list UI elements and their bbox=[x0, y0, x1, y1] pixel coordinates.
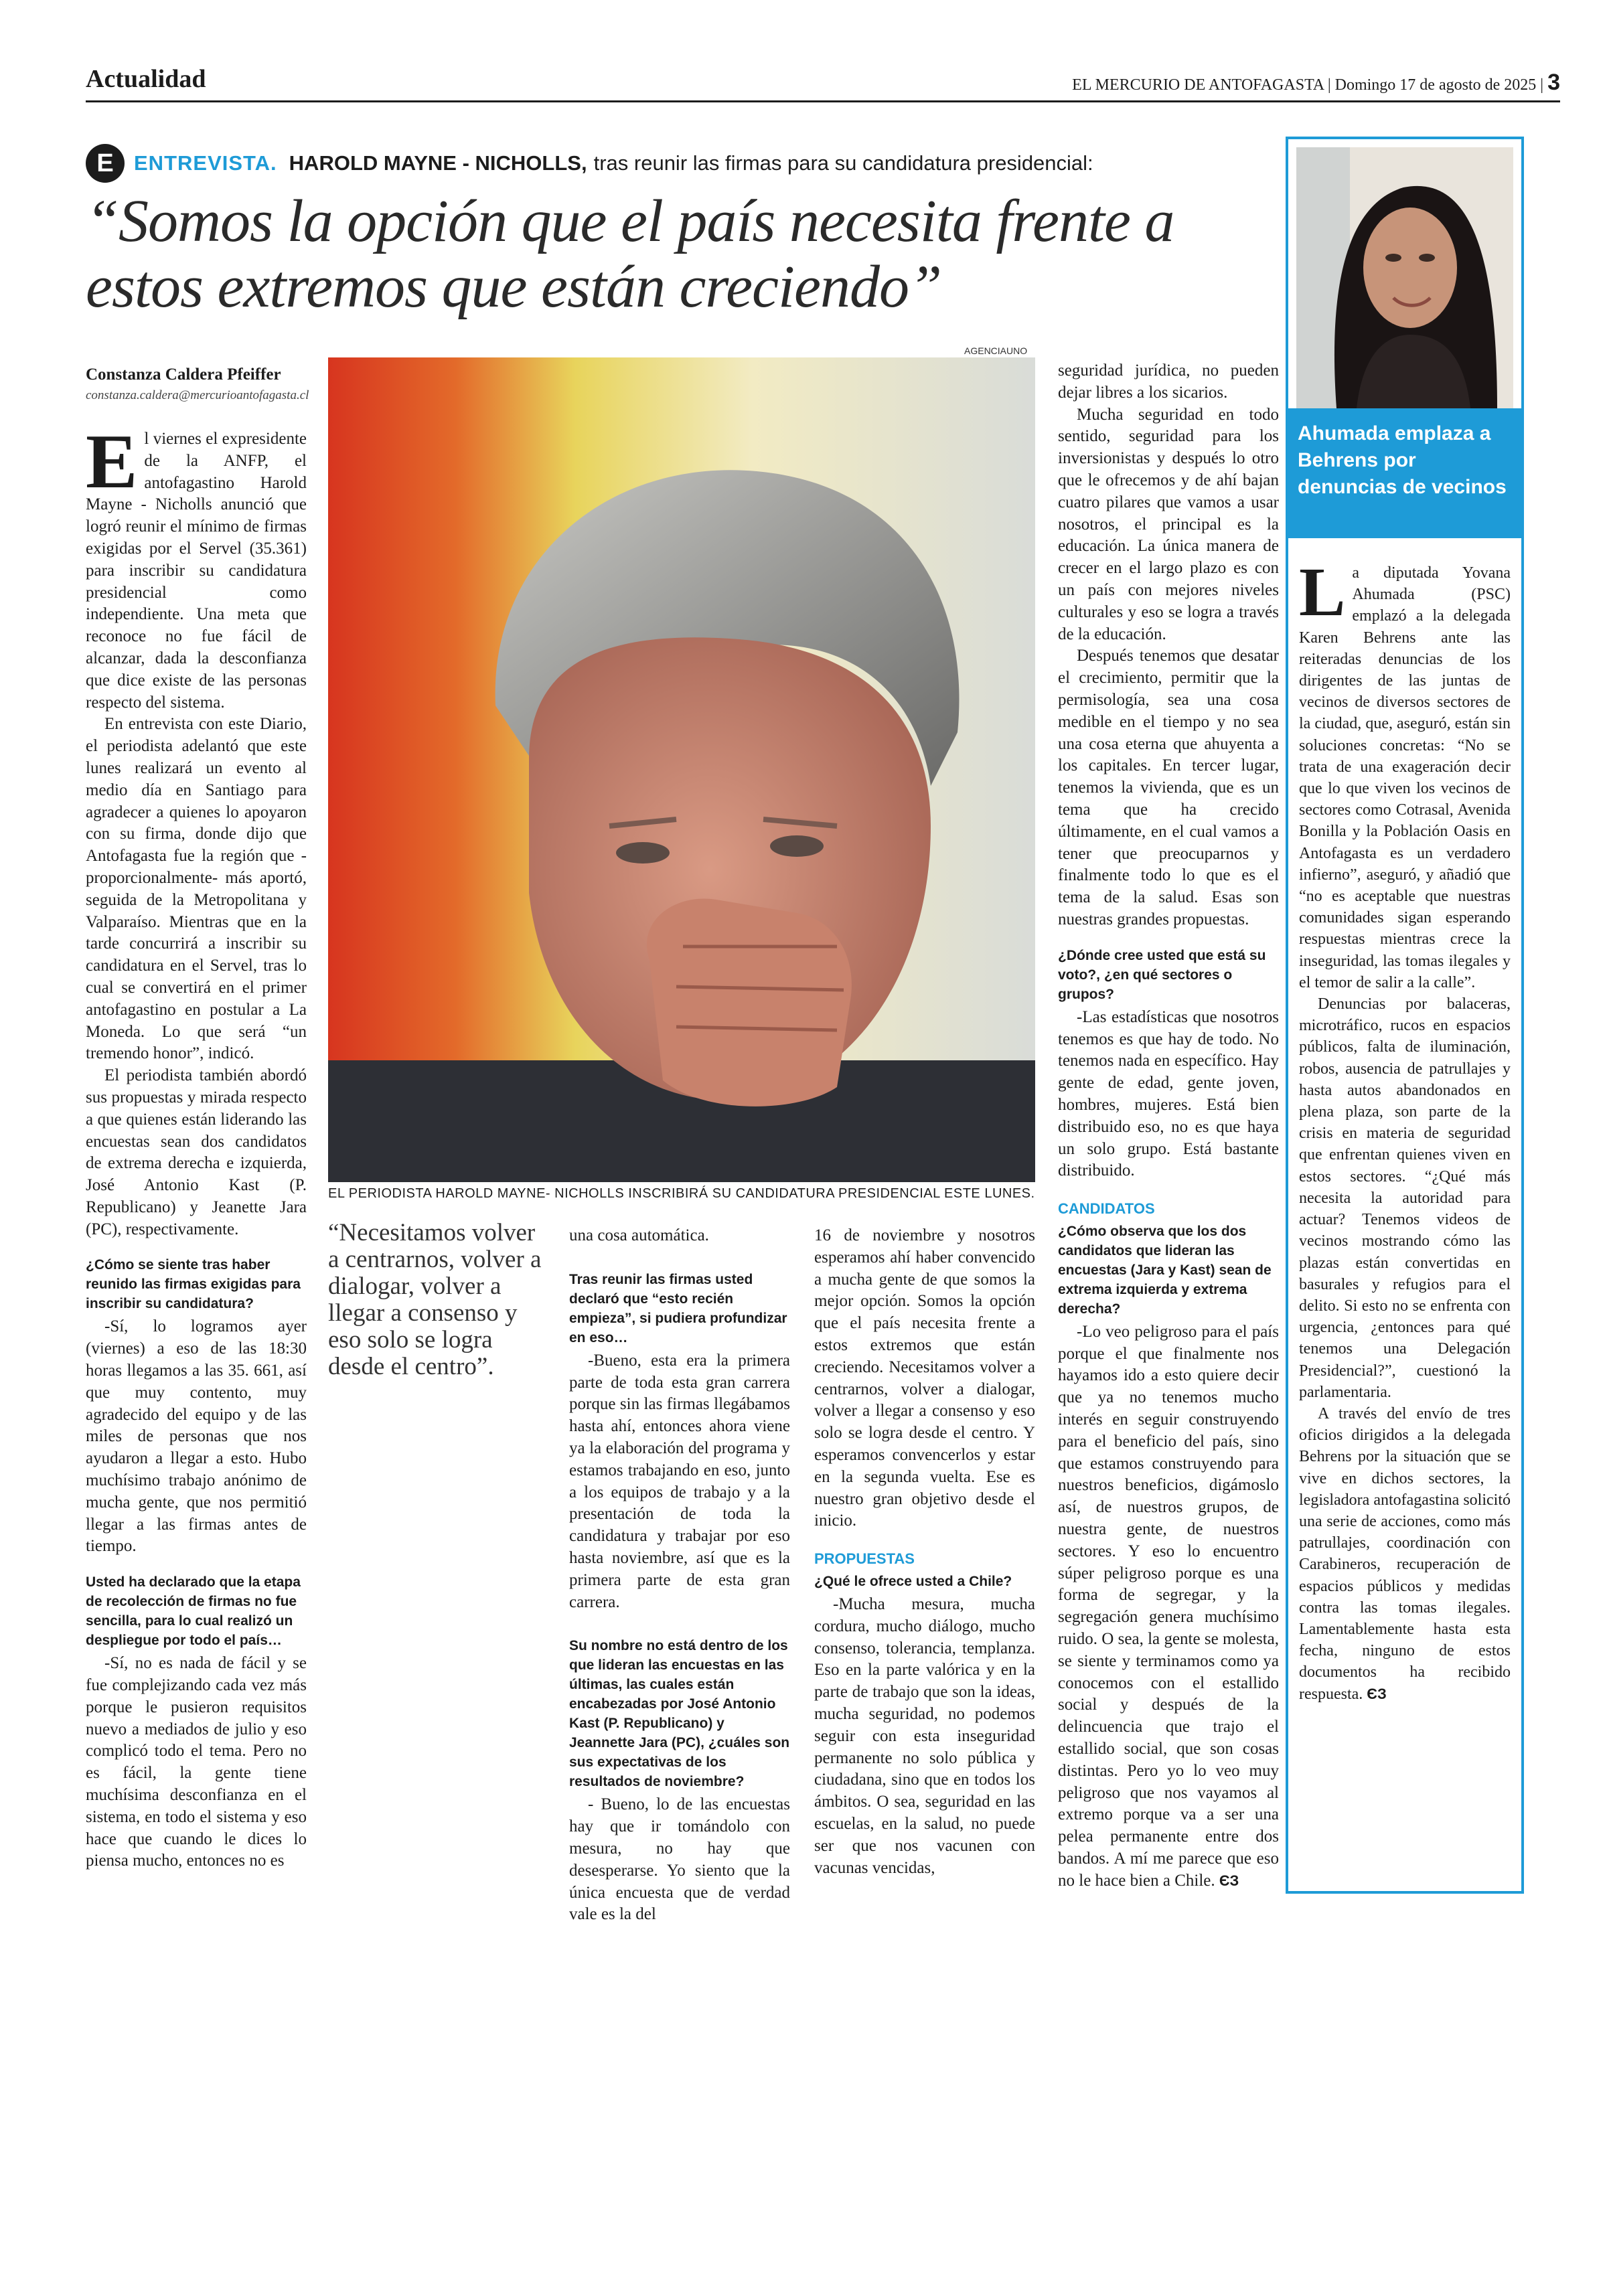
photo-credit: AGENCIAUNO bbox=[964, 345, 1028, 356]
article-column-1 bbox=[86, 419, 307, 1872]
section-title: Actualidad bbox=[86, 65, 206, 93]
article-column-3 bbox=[569, 1225, 790, 1926]
kicker-rest: tras reunir las firmas para su candidatura presidencial: bbox=[593, 151, 1093, 175]
subheading-candidatos: CANDIDATOS bbox=[1058, 1200, 1155, 1218]
question: Tras reunir las firmas usted declaró que “esto recién empieza”, si pudiera profundizar en eso… bbox=[569, 1271, 787, 1345]
paragraph: Después tenemos que desatar el crecimiento, permitir que la permisología, sea una cosa medible en el tiempo y no sea una cosa eterna que ahuyenta a los capitales. En tercer lugar, tenemos la vivienda, que es un tema que ha crecido últimamente, en el cual vamos a tener que preocuparnos y finalmente todo lo que es el tema de la salud. Esas son nuestras grandes propuestas. bbox=[1058, 647, 1279, 928]
question: Usted ha declarado que la etapa de recolección de firmas no fue sencilla, para lo cual realizó un despliegue por todo el país… bbox=[86, 1574, 301, 1649]
answer-continued: una cosa automática. bbox=[569, 1226, 709, 1244]
publication-name: EL MERCURIO DE ANTOFAGASTA bbox=[1072, 76, 1324, 94]
lead-paragraph: El viernes el expresidente de la ANFP, el antofagastino Harold Mayne - Nicholls anunció que logró reunir el mínimo de firmas exigidas por el Servel (35.361) para inscribir su candidatura presidencial como independiente. Una meta que reconoce no fue fácil de alcanzar, dada la desconfianza que dice existe de las personas respecto del sistema. bbox=[86, 419, 307, 712]
issue-date: Domingo 17 de agosto de 2025 bbox=[1334, 76, 1537, 94]
answer: -Lo veo peligroso para el país porque el que finalmente nos hayamos ido a esto quiere decir que ya no tenemos mucho interés en seguir construyendo para el beneficio del país, sino que estamos construyendo para nuestros beneficios, digámoslo así, de nuestros grupos, de nuestra gente, de nuestros sectores. Y eso lo encuentro súper peligroso porque es una forma de segregar, y la segregación genera muchísimo ruido. O sea, la gente se molesta, se siente y terminamos como ya conocemos con el estallido social y después de la delincuencia que trajo el estallido social, que son cosas distintas. Pero yo lo veo muy peligroso que nos vayamos al extremo porque va a ser una pelea permanente entre dos bandos. A mí me parece que eso no le hace bien a Chile. ЄЗ bbox=[1058, 1322, 1279, 1890]
answer: -Sí, lo logramos ayer (viernes) a eso de las 18:30 horas llegamos a las 35. 661, así que muy contento, muy agradecido del equipo y de las miles de personas que nos ayudaron a llegar a esto. Hubo muchísimo trabajo anónimo de mucha gente, que nos permitió llegar a las firmas antes de tiempo. bbox=[86, 1317, 307, 1556]
kicker-label: ENTREVISTA. bbox=[134, 151, 277, 175]
header-rule bbox=[86, 100, 1560, 102]
sidebar-paragraph: A través del envío de tres oficios dirigidos a la delegada Behrens por la situación que se vive en dichos sectores, la legisladora antofagastina solicitó una serie de acciones, como más patrullajes, coordinación con Carabineros, recuperación de espacios públicos y medidas contra las tomas ilegales. Lamentablemente hasta esta fecha, ninguno de estos documentos ha recibido respuesta. ЄЗ bbox=[1299, 1404, 1511, 1703]
paragraph: El periodista también abordó sus propuestas y mirada respecto a que quienes están liderando las encuestas sean dos candidatos de extrema derecha e izquierda, José Antonio Kast (P. Republicano) y Jeanette Jara (PC), respectivamente. bbox=[86, 1066, 307, 1238]
answer: -Mucha mesura, mucha cordura, mucho diálogo, mucho consenso, tolerancia, templanza. Eso en la parte valórica y en la parte de trabajo que son la ideas, mucha seguridad, no podemos seguir con esta inseguridad permanente no solo pública y ciudadana, sino que en todos los ámbitos. O sea, seguridad en las escuelas, en la salud, no puede ser que nos vacunen con vacunas vencidas, bbox=[814, 1594, 1035, 1877]
headline: “Somos la opción que el país necesita frente a estos extremos que están creciendo” bbox=[86, 188, 1174, 320]
answer-continued: 16 de noviembre y nosotros esperamos ahí haber convencido a mucha gente de que somos la mejor opción. Somos la opción que el país necesita frente a estos extremos que están creciendo. Necesitamos volver a centrarnos, volver a dialogar, volver a llegar a consenso y eso solo se logra desde el centro. Y esperamos convencerlos y estar en la segunda vuelta. Ese es nuestro gran objetivo desde el inicio. bbox=[814, 1226, 1035, 1530]
question: ¿Dónde cree usted que está su voto?, ¿en qué sectores o grupos? bbox=[1058, 947, 1266, 1002]
page-number: 3 bbox=[1547, 70, 1560, 95]
end-mark-icon: ЄЗ bbox=[1367, 1685, 1387, 1702]
answer: - Bueno, lo de las encuestas hay que ir tomándolo con mesura, no hay que desesperarse. Yo siento que la única encuesta que de verdad vale es la del bbox=[569, 1795, 790, 1924]
sidebar-portrait-photo bbox=[1296, 147, 1513, 408]
question: Su nombre no está dentro de los que lideran las encuestas en las últimas, las cuales están encabezadas por José Antonio Kast (P. Republicano) y Jeannette Jara (PC), ¿cuáles son sus expectativas de los resultados de noviembre? bbox=[569, 1638, 790, 1790]
article-column-4 bbox=[814, 1225, 1035, 1879]
paragraph: En entrevista con este Diario, el periodista adelantó que este lunes realizará un evento al medio día en Santiago para agradecer a quienes lo apoyaron con su firma, donde dijo que Antofagasta fue la región que -proporcionalmente- más aportó, seguida de la Metropolitana y Valparaíso. Mientras que en la tarde concurrirá a inscribir su candidatura en el Servel, tras lo cual se convertirá en el primer antofagastino en postular a La Moneda. Lo que será “un tremendo honor”, indicó. bbox=[86, 715, 307, 1063]
question: ¿Qué le ofrece usted a Chile? bbox=[814, 1573, 1012, 1589]
answer: -Las estadísticas que nosotros tenemos es que hay de todo. No tenemos nada en específico. Hay gente de edad, gente joven, hombres, mujeres. Está bien distribuido eso, no es que haya un solo grupo. Está bastante distribuido. bbox=[1058, 1007, 1279, 1180]
interview-badge-icon: E bbox=[86, 144, 125, 183]
sidebar-drop-cap: L bbox=[1299, 554, 1346, 631]
article-column-5 bbox=[1058, 360, 1279, 1892]
pull-quote: “Necesitamos volver a centrarnos, volver a dialogar, volver a llegar a consenso y eso solo se logra desde el centro”. bbox=[328, 1219, 542, 1380]
question: ¿Cómo observa que los dos candidatos que lideran las encuestas (Jara y Kast) sean de extrema izquierda y extrema derecha? bbox=[1058, 1223, 1272, 1317]
answer: -Sí, no es nada de fácil y se fue complejizando cada vez más porque le pusieron requisitos nuevo a mediados de julio y eso complicó todo el tema. Pero no es fácil, la gente tiene muchísima desconfianza en el sistema, en todo el sistema y eso hace que cuando le dices lo piensa mucho, entonces no es bbox=[86, 1654, 307, 1870]
subheading-propuestas: PROPUESTAS bbox=[814, 1550, 915, 1568]
kicker-name: HAROLD MAYNE - NICHOLLS, bbox=[289, 151, 587, 175]
answer-continued: seguridad jurídica, no pueden dejar libres a los sicarios. bbox=[1058, 361, 1279, 402]
end-mark-icon: ЄЗ bbox=[1219, 1872, 1239, 1889]
byline-email: constanza.caldera@mercurioantofagasta.cl bbox=[86, 388, 309, 402]
byline-author: Constanza Caldera Pfeiffer bbox=[86, 365, 281, 384]
question: ¿Cómo se siente tras haber reunido las firmas exigidas para inscribir su candidatura? bbox=[86, 1257, 301, 1312]
masthead: EL MERCURIO DE ANTOFAGASTA | Domingo 17 de agosto de 2025 | 3 bbox=[1072, 70, 1560, 95]
sidebar-paragraph: Denuncias por balaceras, microtráfico, rucos en espacios públicos, falta de iluminación, robos, ausencia de patrullajes y hasta autos abandonados en plena plaza, son parte de la crisis en materia de seguridad que enfrentan quienes viven en estos sectores. “¿Qué más necesita la autoridad para actuar? Tenemos videos de vecinos mostrando cómo las plazas están convertidas en basurales y refugios para el delito. Si esto no se enfrenta con urgencia, ¿entonces para qué tenemos una Delegación Presidencial?”, cuestionó la parlamentaria. bbox=[1299, 995, 1511, 1401]
paragraph: Mucha seguridad en todo sentido, seguridad para los inversionistas y después lo otro que le ofrecemos y de ahí bajan cuatro pilares que vamos a usar nosotros, el principal es la educación. La única manera de crecer en el largo plazo es con un país con mejores niveles culturales y eso se logra a través de la educación. bbox=[1058, 405, 1279, 643]
sidebar-headline: Ahumada emplaza a Behrens por denuncias de vecinos bbox=[1288, 408, 1521, 538]
portrait-photo bbox=[328, 357, 1035, 1182]
kicker bbox=[86, 142, 1093, 185]
sidebar-body bbox=[1299, 554, 1511, 1705]
sidebar-lead-paragraph: La diputada Yovana Ahumada (PSC) emplazó a la delegada Karen Behrens ante las reiteradas denuncias de los dirigentes de las juntas de vecinos de diversos sectores de la ciudad, que, aseguró, están sin soluciones concretas: “No se trata de una exageración decir que lo que viven los vecinos de sectores como Cotrasal, Avenida Bonilla y la Población Oasis en Antofagasta es un verdadero infierno”, aseguró, y añadió que “no es aceptable que nuestras comunidades sigan esperando respuestas mientras crece la inseguridad, las tomas ilegales y el temor de salir a la calle”. bbox=[1299, 554, 1511, 991]
photo-caption: EL PERIODISTA HAROLD MAYNE- NICHOLLS INSCRIBIRÁ SU CANDIDATURA PRESIDENCIAL ESTE LUNES. bbox=[328, 1186, 1035, 1201]
drop-cap: E bbox=[86, 419, 138, 505]
answer: -Bueno, esta era la primera parte de toda esta gran carrera porque sin las firmas llegábamos hasta ahí, entonces ahora viene ya la elaboración del programa y estamos trabajando en eso, junto a los equipos de trabajo y a la presentación de toda la candidatura y trabajar por eso hasta noviembre, así que es la primera parte de esta gran carrera. bbox=[569, 1351, 790, 1611]
